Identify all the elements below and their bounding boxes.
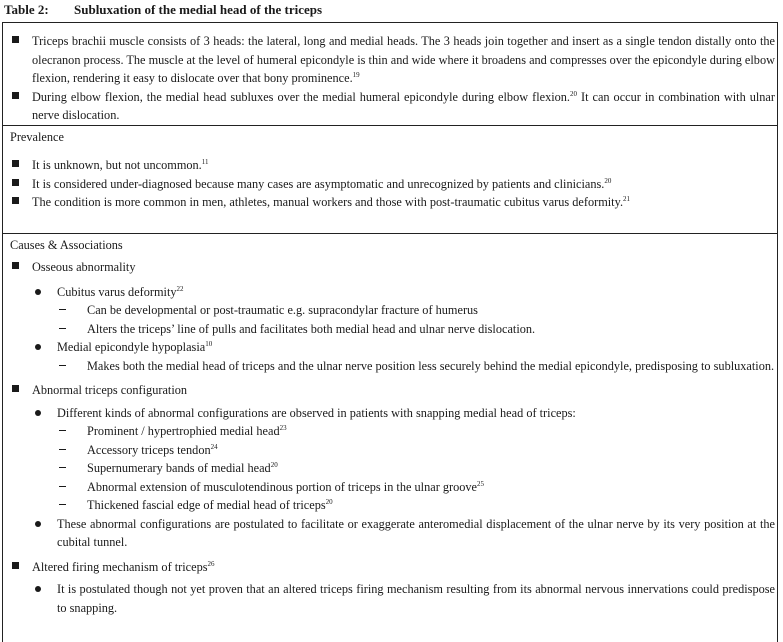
list-item: Thickened fascial edge of medial head of triceps$^{20}$ <box>3 496 777 515</box>
citation-ref: 23 <box>279 424 287 432</box>
citation-ref: 24 <box>210 442 218 451</box>
citation-ref: 22 <box>176 284 184 293</box>
round-bullet-icon <box>35 410 41 416</box>
dash-bullet-icon <box>59 309 66 310</box>
square-bullet-icon <box>12 160 19 167</box>
list-item: Prominent / hypertrophied medial head$^{23}$ <box>3 422 777 441</box>
citation-ref: 20 <box>604 176 612 185</box>
citation-ref: 10 <box>205 340 213 348</box>
square-bullet-icon <box>12 179 19 186</box>
square-bullet-icon <box>12 36 19 43</box>
list-item: Makes both the medial head of triceps and the ulnar nerve position less securely behind the medial epicondyle, predisposing to subluxation. <box>3 357 777 376</box>
square-bullet-icon <box>12 92 19 99</box>
list-item: Osseous abnormality <box>3 258 777 277</box>
citation-ref: 20 <box>325 498 333 506</box>
square-bullet-icon <box>12 385 19 392</box>
list-item: The condition is more common in men, athletes, manual workers and those with post-traumatic cubitus varus deformity.$^{21}$ <box>3 193 777 212</box>
citation-ref: 21 <box>623 195 631 203</box>
anatomy-section <box>3 23 777 126</box>
section-heading: Prevalence <box>10 130 64 144</box>
citation-ref: 26 <box>207 559 215 568</box>
dash-bullet-icon <box>59 328 66 329</box>
table-title: Subluxation of the medial head of the triceps <box>74 2 323 17</box>
citation-ref: 20 <box>570 89 578 98</box>
list-item: Abnormal extension of musculotendinous portion of triceps in the ulnar groove$^{25}$ <box>3 478 777 497</box>
square-bullet-icon <box>12 262 19 269</box>
list-item: During elbow flexion, the medial head subluxes over the medial humeral epicondyle during elbow flexion.$^{20}$ It can occur in combination with ulnar nerve dislocation. <box>3 88 777 125</box>
dash-bullet-icon <box>59 449 66 450</box>
causes-section <box>3 234 777 617</box>
prevalence-section <box>3 126 777 234</box>
round-bullet-icon <box>35 289 41 295</box>
dash-bullet-icon <box>59 486 66 487</box>
list-item: Medial epicondyle hypoplasia$^{10}$ <box>3 338 777 357</box>
round-bullet-icon <box>35 521 41 527</box>
dash-bullet-icon <box>59 467 66 468</box>
round-bullet-icon <box>35 586 41 592</box>
square-bullet-icon <box>12 562 19 569</box>
section-heading: Causes & Associations <box>10 238 123 252</box>
citation-ref: 20 <box>270 461 278 469</box>
list-item: It is postulated though not yet proven that an altered triceps firing mechanism resulting from its abnormal nervous innervations could predispose to snapping. <box>3 580 777 617</box>
table-label: Table 2: <box>4 2 49 17</box>
dash-bullet-icon <box>59 430 66 431</box>
list-item: Triceps brachii muscle consists of 3 heads: the lateral, long and medial heads. The 3 heads join together and insert as a single tendon distally onto the olecranon process. The muscle at the level of humeral epicondyle is thin and wide where it broadens and compresses over the epicondyle during elbow flexion, rendering it easy to dislocate over that bony prominence.$^{19}$ <box>3 32 777 88</box>
list-item: Supernumerary bands of medial head$^{20}$ <box>3 459 777 478</box>
citation-ref: 19 <box>352 71 360 79</box>
square-bullet-icon <box>12 197 19 204</box>
citation-ref: 11 <box>201 158 209 166</box>
table-caption <box>4 1 322 19</box>
list-item: Altered firing mechanism of triceps$^{26}$ <box>3 558 777 577</box>
dash-bullet-icon <box>59 504 66 505</box>
dash-bullet-icon <box>59 365 66 366</box>
list-item: Abnormal triceps configuration <box>3 381 777 400</box>
list-item: Accessory triceps tendon$^{24}$ <box>3 441 777 460</box>
list-item: It is considered under-diagnosed because many cases are asymptomatic and unrecognized by patients and clinicians.$^{20}$ <box>3 175 777 194</box>
list-item: Can be developmental or post-traumatic e.g. supracondylar fracture of humerus <box>3 301 777 320</box>
list-item: Different kinds of abnormal configurations are observed in patients with snapping medial head of triceps: <box>3 404 777 423</box>
list-item: Cubitus varus deformity$^{22}$ <box>3 283 777 302</box>
citation-ref: 25 <box>477 479 485 488</box>
list-item: Alters the triceps’ line of pulls and facilitates both medial head and ulnar nerve dislocation. <box>3 320 777 339</box>
list-item: These abnormal configurations are postulated to facilitate or exaggerate anteromedial displacement of the ulnar nerve by its very position at the cubital tunnel. <box>3 515 777 552</box>
table-body <box>2 22 778 642</box>
list-item: It is unknown, but not uncommon.$^{11}$ <box>3 156 777 175</box>
round-bullet-icon <box>35 344 41 350</box>
